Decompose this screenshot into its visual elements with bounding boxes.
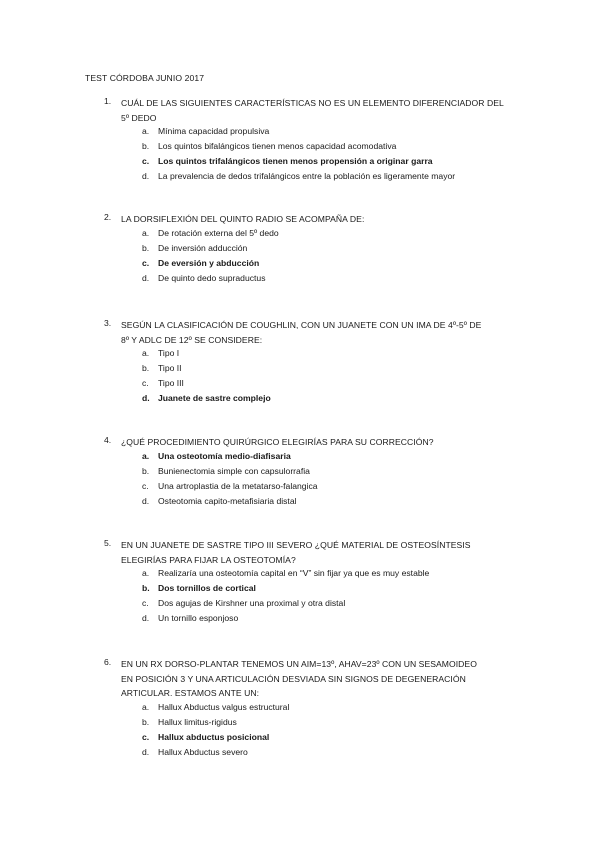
option-letter: b. [142, 363, 150, 374]
option-text: Una osteotomía medio-diafisaria [158, 450, 291, 461]
option-letter: c. [142, 598, 149, 609]
option-letter: d. [142, 272, 150, 283]
option-letter: d. [142, 393, 150, 404]
option-text: Tipo III [158, 378, 184, 389]
option-text: Bunienectomia simple con capsulorrafia [158, 465, 310, 476]
question-text [121, 212, 521, 227]
option-letter: d. [142, 613, 150, 624]
option-text: Tipo II [158, 363, 182, 374]
question-number: 1. [104, 96, 112, 106]
option-text: Hallux limitus-rigidus [158, 716, 237, 727]
option-text: Un tornillo esponjoso [158, 613, 239, 624]
question-text-line: SEGÚN LA CLASIFICACIÓN DE COUGHLIN, CON UN JUANETE CON UN IMA DE 4º-5º DE [121, 320, 482, 330]
question-text-line: EN UN RX DORSO-PLANTAR TENEMOS UN AIM=13º, AHAV=23º CON UN SESAMOIDEO [121, 659, 477, 669]
question-text-line: ELEGIRÍAS PARA FIJAR LA OSTEOTOMÍA? [121, 554, 296, 565]
option-letter: d. [142, 746, 150, 757]
option-text: Realizaría una osteotomía capital en “V” sin fijar ya que es muy estable [158, 568, 430, 578]
question-text [121, 435, 521, 450]
question-number: 3. [104, 318, 112, 328]
option-letter: a. [142, 701, 150, 712]
question-number: 6. [104, 657, 112, 667]
option-text: Los quintos trifalángicos tienen menos propensión a originar garra [158, 156, 433, 167]
question-text [121, 538, 521, 567]
option-text: De eversión y abducción [158, 257, 260, 268]
option-letter: a. [142, 568, 150, 578]
question-text-line: ¿QUÉ PROCEDIMIENTO QUIRÚRGICO ELEGIRÍAS PARA SU CORRECCIÓN? [121, 437, 434, 447]
option-text: Juanete de sastre complejo [158, 393, 271, 404]
option-text: Tipo I [158, 348, 180, 358]
question-text [121, 318, 521, 347]
option-text: Hallux abductus posicional [158, 731, 270, 742]
option-letter: c. [142, 156, 150, 167]
option-letter: c. [142, 731, 150, 742]
option-letter: b. [142, 141, 150, 152]
question-number: 2. [104, 212, 112, 222]
option-text: De rotación externa del 5º dedo [158, 227, 279, 238]
question-text-line: 5º DEDO [121, 112, 157, 123]
option-letter: c. [142, 257, 150, 268]
option-letter: b. [142, 242, 150, 253]
option-letter: a. [142, 450, 150, 461]
document-title: TEST CÓRDOBA JUNIO 2017 [85, 73, 205, 83]
option-text: Hallux Abductus valgus estructural [158, 701, 290, 712]
question-text-line: EN POSICIÓN 3 Y UNA ARTICULACIÓN DESVIADA SIN SIGNOS DE DEGENERACIÓN [121, 673, 466, 684]
option-letter: b. [142, 465, 150, 476]
option-text: Los quintos bifalángicos tienen menos capacidad acomodativa [158, 141, 397, 152]
question-number: 4. [104, 435, 112, 445]
option-text: Dos tornillos de cortical [158, 583, 256, 594]
option-text: Dos agujas de Kirshner una proximal y otra distal [158, 598, 346, 609]
option-letter: d. [142, 171, 150, 182]
option-text: Hallux Abductus severo [158, 746, 248, 757]
question-text-line: LA DORSIFLEXIÓN DEL QUINTO RADIO SE ACOMPAÑA DE: [121, 214, 365, 224]
question-text [121, 657, 521, 701]
option-letter: a. [142, 126, 150, 136]
option-letter: a. [142, 227, 150, 238]
question-text-line: EN UN JUANETE DE SASTRE TIPO III SEVERO ¿QUÉ MATERIAL DE OSTEOSÍNTESIS [121, 540, 471, 550]
option-letter: b. [142, 583, 150, 594]
option-text: Una artroplastia de la metatarso-falangica [158, 480, 318, 491]
option-text: Osteotomia capito-metafisiaria distal [158, 495, 297, 506]
option-text: Mínima capacidad propulsiva [158, 126, 270, 136]
option-letter: d. [142, 495, 150, 506]
question-number: 5. [104, 538, 112, 548]
question-text-line: 8º Y ADLC DE 12º SE CONSIDERE: [121, 334, 263, 345]
option-letter: c. [142, 480, 149, 491]
question-text-line: ARTICULAR. ESTAMOS ANTE UN: [121, 688, 260, 698]
question-text [121, 96, 521, 125]
option-text: De quinto dedo supraductus [158, 272, 266, 283]
option-letter: a. [142, 348, 150, 358]
option-letter: b. [142, 716, 150, 727]
option-text: De inversión adducción [158, 242, 248, 253]
question-text-line: CUÁL DE LAS SIGUIENTES CARACTERÍSTICAS NO ES UN ELEMENTO DIFERENCIADOR DEL [121, 98, 504, 108]
option-text: La prevalencia de dedos trifalángicos entre la población es ligeramente mayor [158, 171, 456, 182]
option-letter: c. [142, 378, 149, 389]
